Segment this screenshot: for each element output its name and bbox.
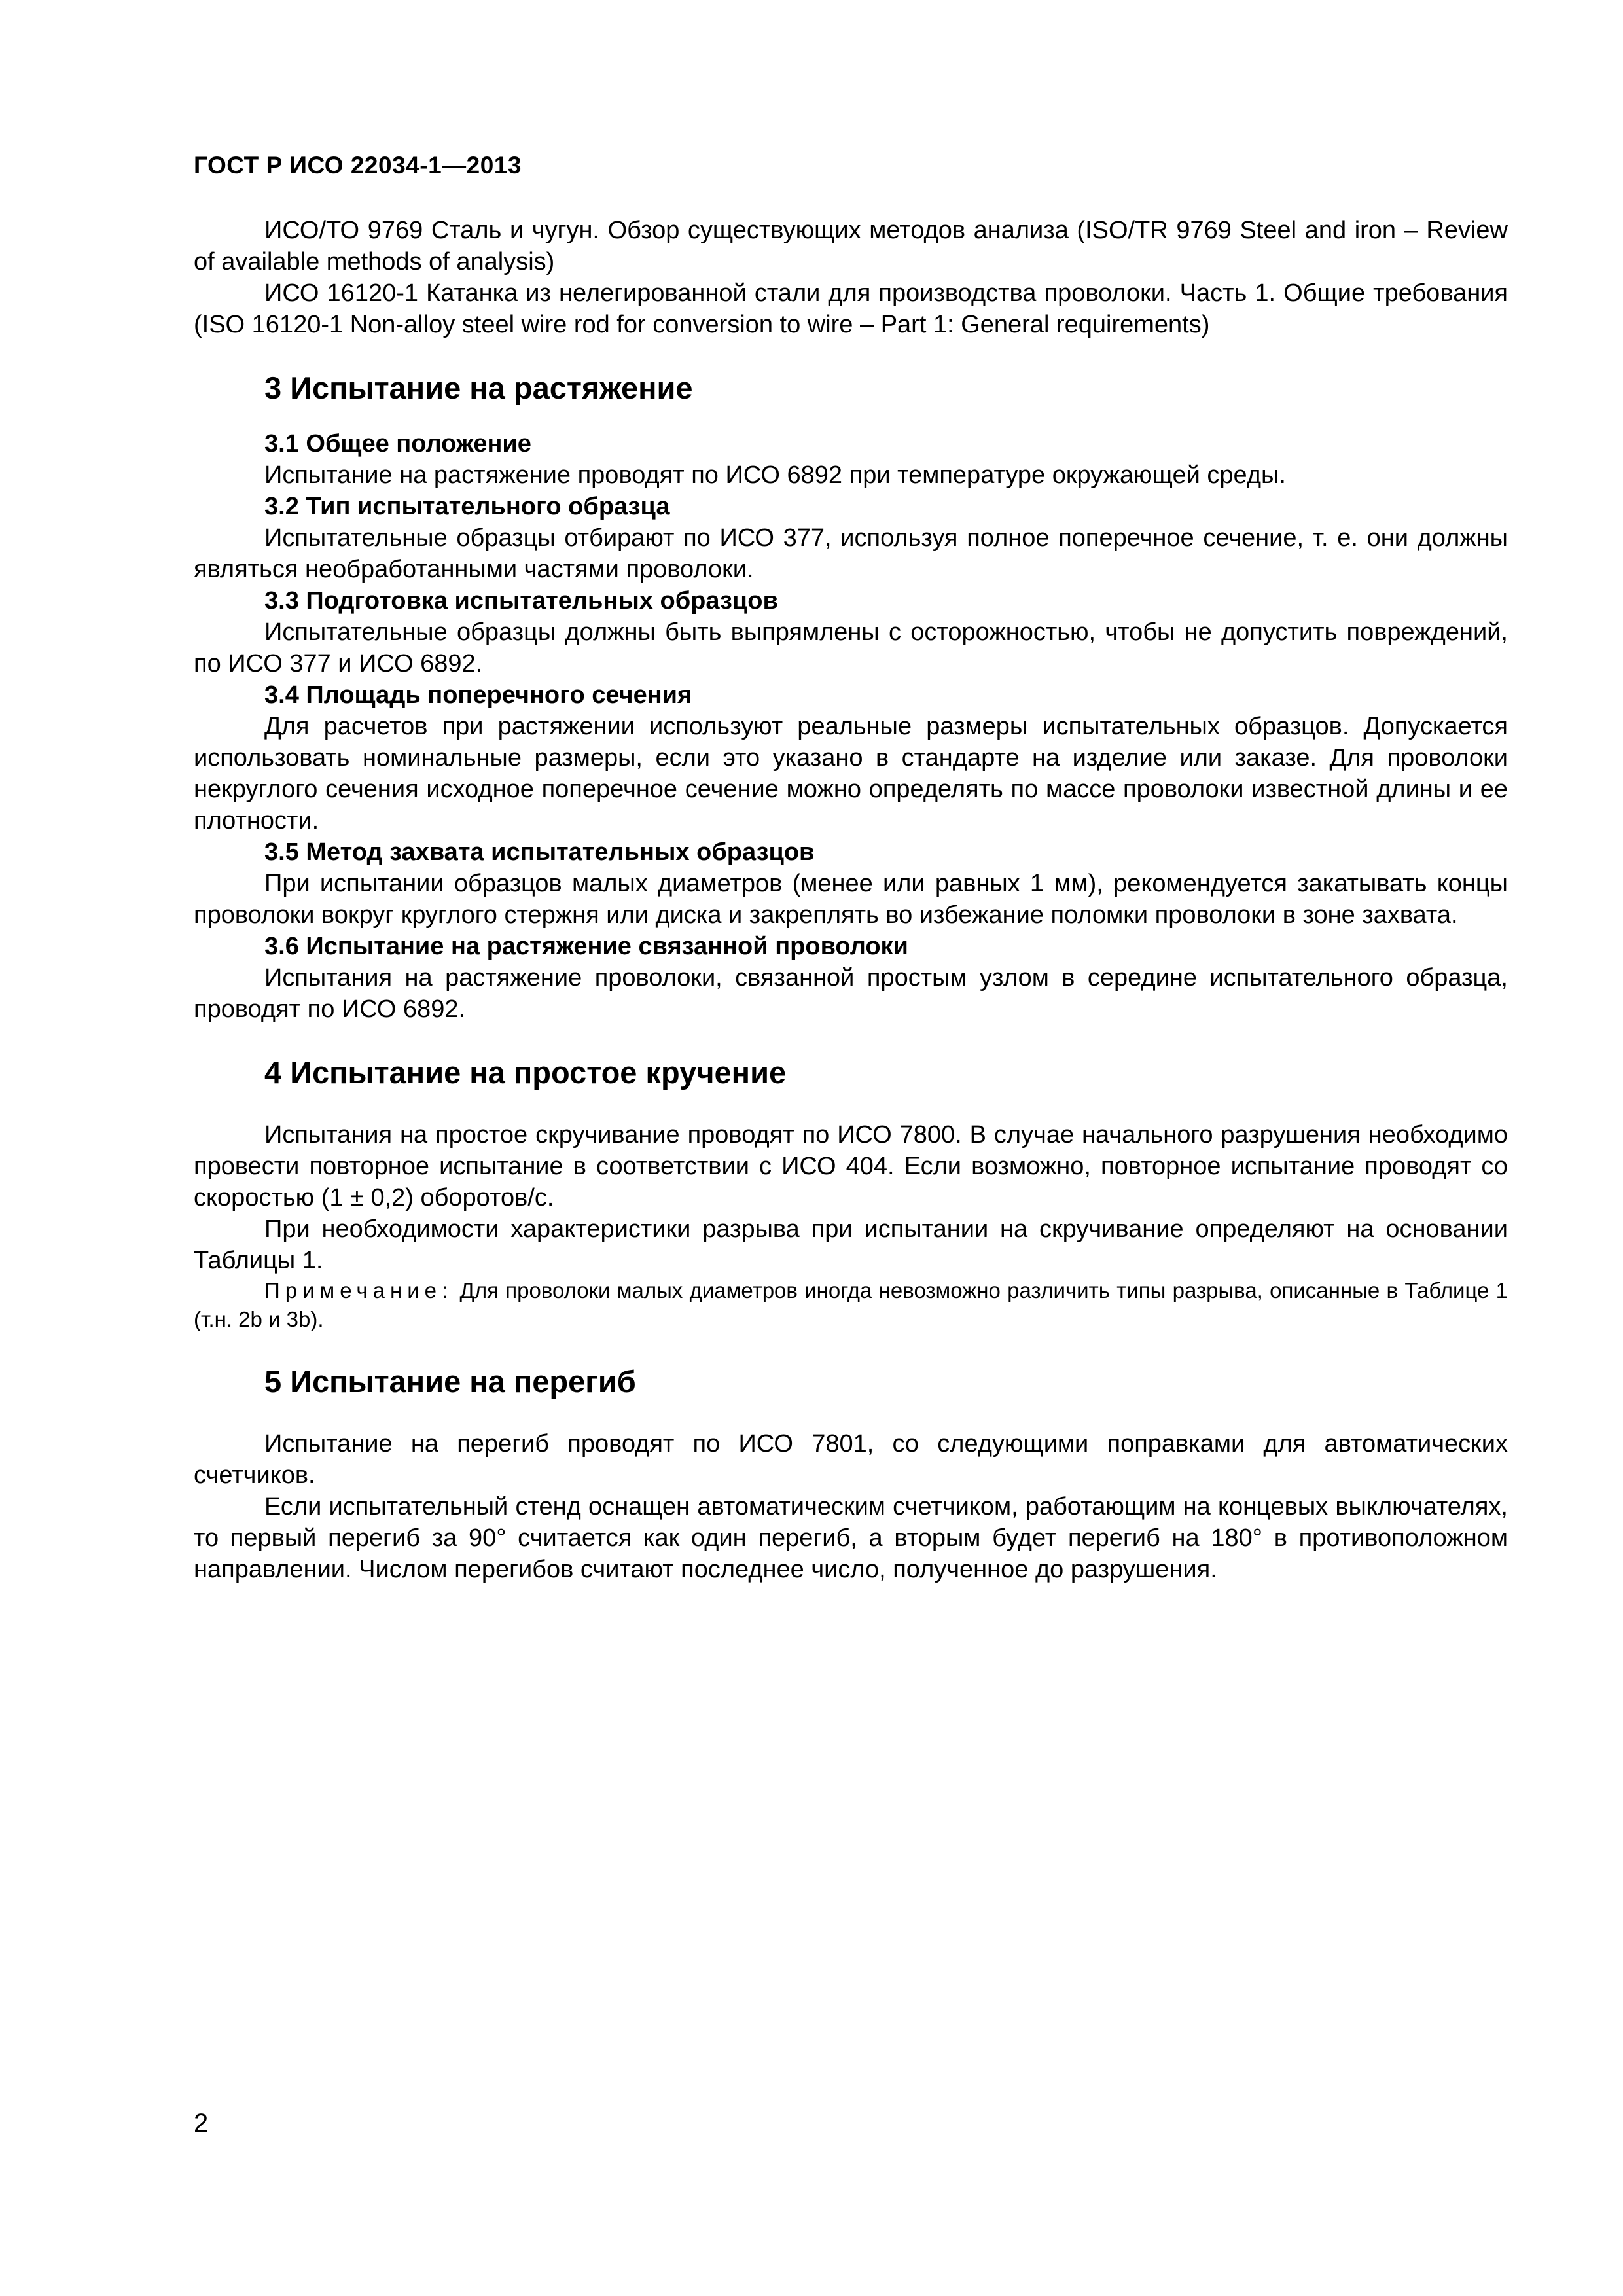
- subsection-3-3-title: 3.3 Подготовка испытательных образцов: [264, 587, 778, 615]
- subsection-3-6-text: Испытания на растяжение проволоки, связанной простым узлом в середине испытательного образца, проводят по ИСО 6892.: [194, 964, 1508, 1023]
- subsection-3-5-title: 3.5 Метод захвата испытательных образцов: [264, 838, 815, 866]
- page-number: 2: [194, 2109, 209, 2138]
- reference-iso-tr-9769: ИСО/ТО 9769 Сталь и чугун. Обзор существующих методов анализа (ISO/TR 9769 Steel and iron – Review of available methods of analysis): [194, 217, 1508, 276]
- subsection-3-3-text: Испытательные образцы должны быть выпрямлены с осторожностью, чтобы не допустить повреждений, по ИСО 377 и ИСО 6892.: [194, 619, 1508, 677]
- section-3-title: 3 Испытание на растяжение: [264, 370, 693, 405]
- subsection-3-2-text: Испытательные образцы отбирают по ИСО 377, используя полное поперечное сечение, т. е. они должны являться необработанными частями проволоки.: [194, 524, 1508, 583]
- note-text: Для проволоки малых диаметров иногда невозможно различить типы разрыва, описанные в Таблице 1 (т.н. 2b и 3b).: [194, 1278, 1508, 1331]
- subsection-3-4-text: Для расчетов при растяжении используют реальные размеры испытательных образцов. Допускается использовать номинальные размеры, если это указано в стандарте на изделие или заказе. Для проволоки некруглого сечения исходное поперечное сечение можно определять по массе проволоки известной длины и ее плотности.: [194, 713, 1508, 834]
- section-4-title: 4 Испытание на простое кручение: [264, 1055, 787, 1090]
- subsection-3-5-text: При испытании образцов малых диаметров (менее или равных 1 мм), рекомендуется закатывать концы проволоки вокруг круглого стержня или диска и закреплять во избежание поломки проволоки в зоне захвата.: [194, 870, 1508, 929]
- subsection-3-1-title: 3.1 Общее положение: [264, 430, 531, 457]
- subsection-3-2-title: 3.2 Тип испытательного образца: [264, 493, 670, 520]
- section-4-note: [194, 1276, 1508, 1334]
- section-4-paragraph-1: Испытания на простое скручивание проводят по ИСО 7800. В случае начального разрушения необходимо провести повторное испытание в соответствии с ИСО 404. Если возможно, повторное испытание проводят со скоростью (1 ± 0,2) оборотов/с.: [194, 1121, 1508, 1211]
- section-5-paragraph-2: Если испытательный стенд оснащен автоматическим счетчиком, работающим на концевых выключателях, то первый перегиб за 90° считается как один перегиб, а вторым будет перегиб на 180° в противоположном направлении. Числом перегибов считают последнее число, полученное до разрушения.: [194, 1493, 1508, 1583]
- subsection-3-6-title: 3.6 Испытание на растяжение связанной проволоки: [264, 933, 908, 960]
- section-5-paragraph-1: Испытание на перегиб проводят по ИСО 7801, со следующими поправками для автоматических счетчиков.: [194, 1430, 1508, 1489]
- section-5-title: 5 Испытание на перегиб: [264, 1364, 636, 1399]
- note-label: Примечание:: [264, 1278, 454, 1302]
- subsection-3-1-text: Испытание на растяжение проводят по ИСО 6892 при температуре окружающей среды.: [264, 461, 1286, 489]
- reference-iso-16120-1: ИСО 16120-1 Катанка из нелегированной стали для производства проволоки. Часть 1. Общие требования (ISO 16120-1 Non-alloy steel wire rod for conversion to wire – Part 1: General requirements): [194, 279, 1508, 338]
- page-content: [194, 215, 1508, 1585]
- subsection-3-4-title: 3.4 Площадь поперечного сечения: [264, 681, 692, 709]
- section-4-paragraph-2: При необходимости характеристики разрыва при испытании на скручивание определяют на основании Таблицы 1.: [194, 1215, 1508, 1274]
- document-header: ГОСТ Р ИСО 22034-1—2013: [194, 152, 522, 179]
